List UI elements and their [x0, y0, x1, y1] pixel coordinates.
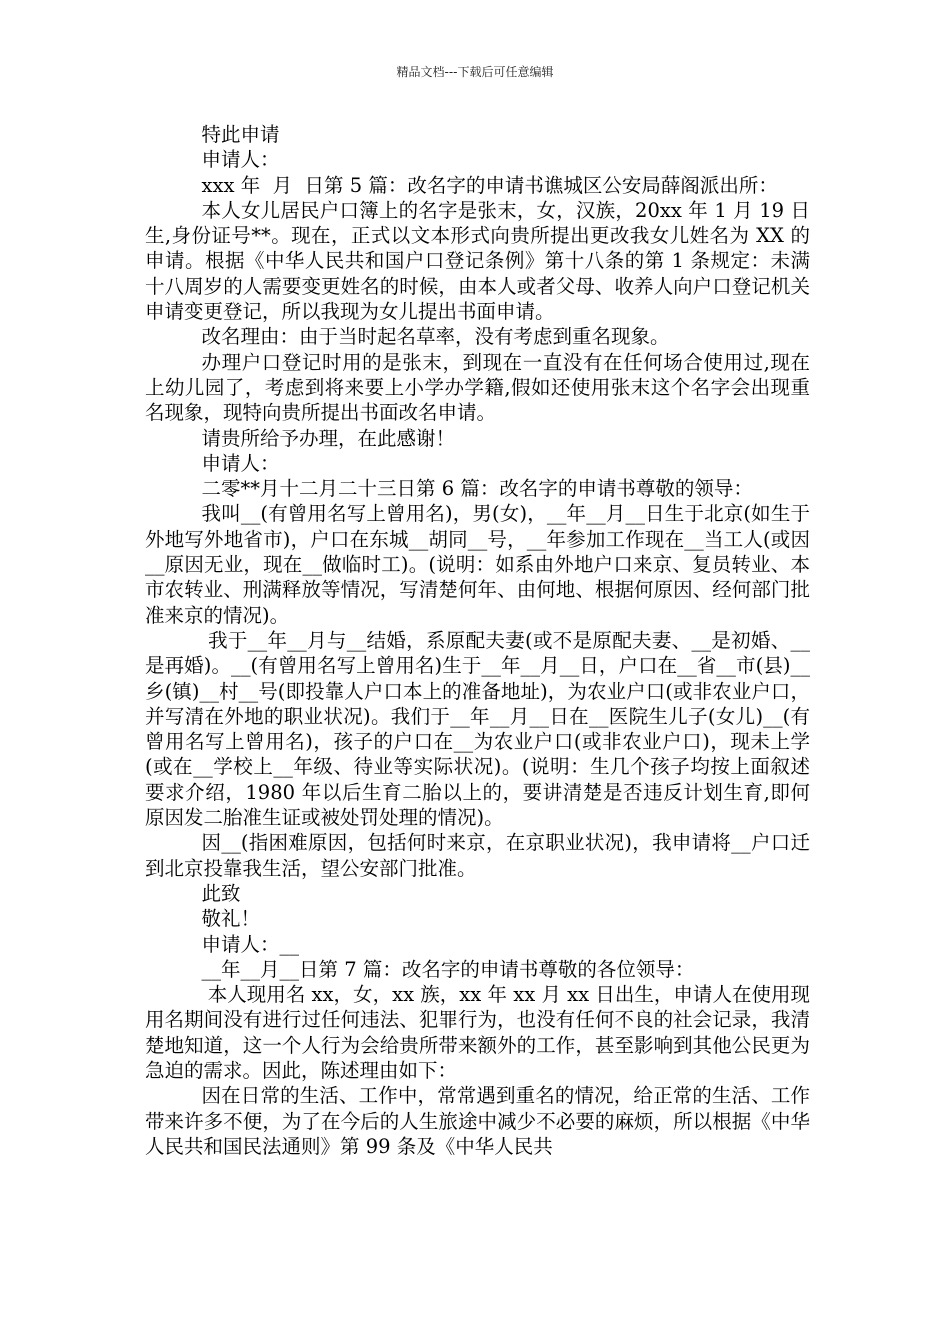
applicant-line: 申请人：__ — [201, 932, 300, 956]
applicant-line: 申请人： — [201, 148, 280, 172]
body-paragraph: 我于__年__月与__结婚，系原配夫妻(或不是原配夫妻、__是初婚、__是再婚)。__(有曾用名写上曾用名)生于__年__月__日，户口在__省__市(县)__乡(镇)__村__号(即投靠人户口本上的准备地址)，为农业户口(或非农业户口，并写清在外地的职业状况)。我们于__年__月__日在__医院生儿子(女儿)__(有曾用名写上曾用名)，孩子的户口在__为农业户口(或非农业户口)，现未上学(或在__学校上__年级、待业等实际状况)。(说明：生几个孩子均按上面叙述要求介绍，1980 年以后生育二胎以上的，要讲清楚是否违反计划生育,即何原因发二胎准生证或被处罚处理的情况)。 — [145, 628, 811, 830]
section-5-heading: xxx 年 月 日第 5 篇：改名字的申请书谯城区公安局薛阁派出所： — [201, 173, 778, 197]
section-6-heading: 二零**月十二月二十三日第 6 篇：改名字的申请书尊敬的领导： — [201, 477, 753, 501]
applicant-line: 申请人： — [201, 451, 280, 475]
salutation-line: 此致 — [201, 881, 241, 905]
body-paragraph: 因__(指困难原因，包括何时来京，在京职业状况)，我申请将__户口迁到北京投靠我生活，望公安部门批准。 — [145, 831, 810, 880]
closing-line: 特此申请 — [201, 123, 280, 146]
section-7-heading: __年__月__日第 7 篇：改名字的申请书尊敬的各位领导： — [201, 957, 695, 981]
body-paragraph: 改名理由：由于当时起名草率，没有考虑到重名现象。 — [201, 325, 670, 349]
salutation-line: 敬礼！ — [201, 907, 261, 931]
body-paragraph: 我叫__(有曾用名写上曾用名)，男(女)，__年__月__日生于北京(如生于外地写外地省市)，户口在东城__胡同__号，__年参加工作现在__当工人(或因__原因无业，现在__做临时工)。(说明：如系由外地户口来京、复员转业、本市农转业、刑满释放等情况，写清楚何年、由何地、根据何原因、经何部门批准来京的情况)。 — [145, 502, 810, 627]
body-paragraph: 本人女儿居民户口簿上的名字是张末，女，汉族，20xx 年 1 月 19 日生,身份证号**。现在，正式以文本形式向贵所提出更改我女儿姓名为 XX 的申请。根据《中华人民共和国户口登记条例》第十八条的第 1 条规定：未满十八周岁的人需要变更姓名的时候，由本人或者父母、收养人向户口登记机关申请变更登记，所以我现为女儿提出书面申请。 — [145, 198, 810, 324]
body-paragraph: 因在日常的生活、工作中，常常遇到重名的情况，给正常的生活、工作带来许多不便，为了在今后的人生旅途中减少不必要的麻烦，所以根据《中华人民共和国民法通则》第 99 条及《中华人民共 — [145, 1084, 810, 1158]
body-paragraph: 办理户口登记时用的是张末，到现在一直没有在任何场合使用过,现在上幼儿园了，考虑到将来要上小学办学籍,假如还使用张末这个名字会出现重名现象，现特向贵所提出书面改名申请。 — [145, 350, 810, 425]
body-paragraph: 请贵所给予办理，在此感谢！ — [201, 426, 456, 450]
body-paragraph: 本人现用名 xx，女，xx 族，xx 年 xx 月 xx 日出生，申请人在使用现用名期间没有进行过任何违法、犯罪行为，也没有任何不良的社会记录，我清楚地知道，这一个人行为会给贵所带来额外的工作，甚至影响到其他公民更为急迫的需求。因此，陈述理由如下： — [145, 983, 810, 1082]
page-header: 精品文档---下载后可任意编辑 — [396, 65, 554, 79]
document-body — [145, 122, 810, 1159]
